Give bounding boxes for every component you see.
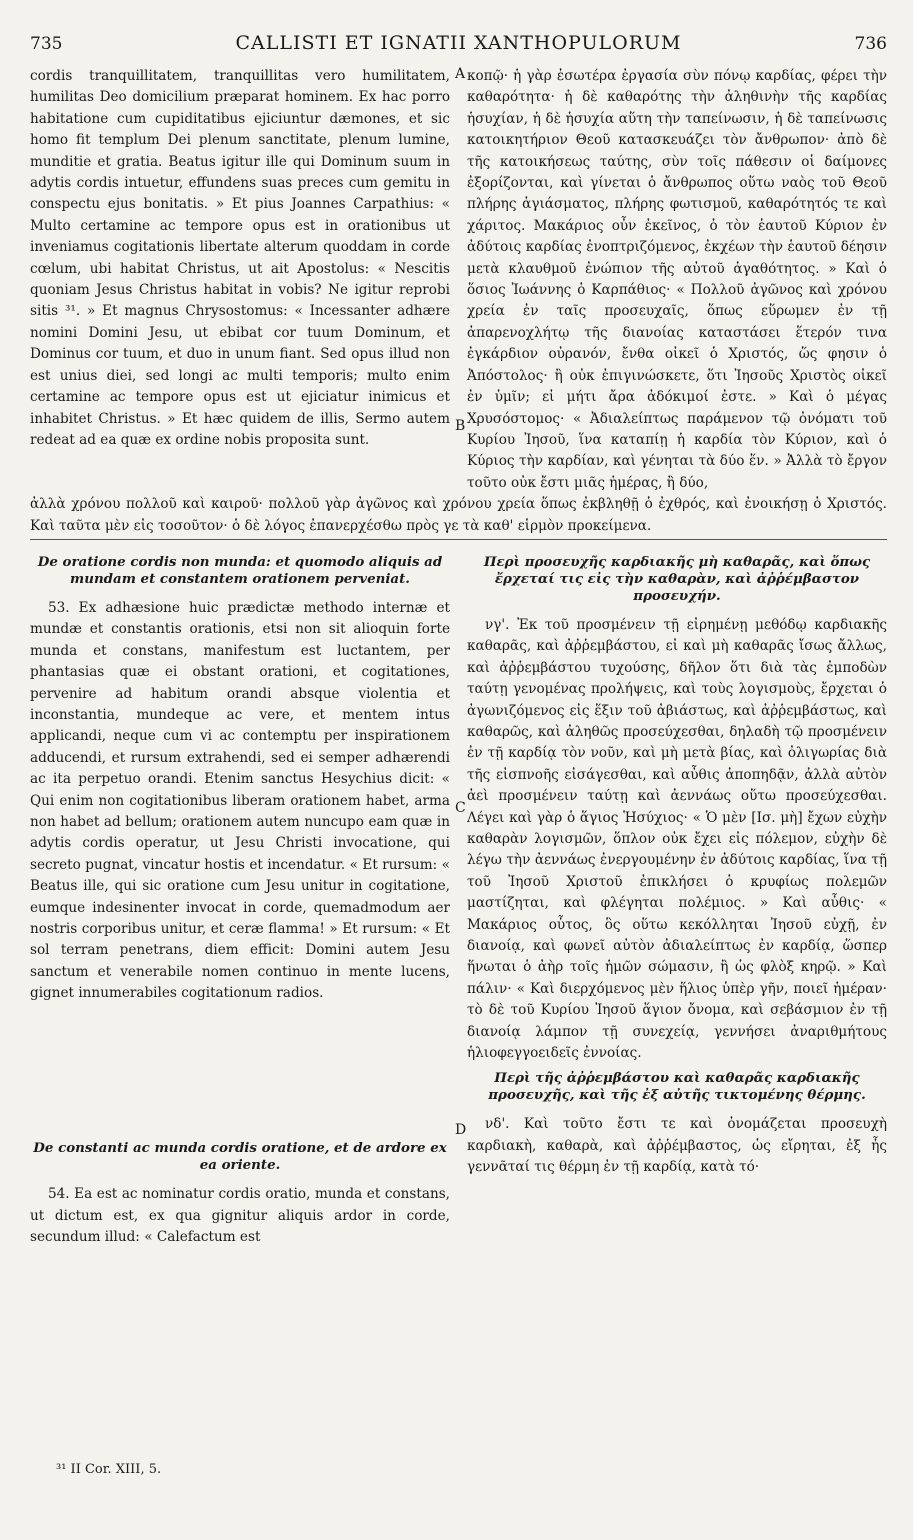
column-gap [30,1064,450,1134]
page-number-right: 736 [854,34,887,54]
greek-section-title-53: Περὶ προσευχῆς καρδιακῆς μὴ καθαρᾶς, καὶ ὅπως ἔρχεταί τις εἰς τὴν καθαρὰν, καὶ ἀῤῥέμβαστον προσευχήν. [483,553,871,604]
latin-column-block1 [30,66,450,494]
margin-letter-d: D [455,1122,467,1138]
greek-column-54 [467,1064,887,1248]
greek-text-block1: κοπῷ· ἡ γὰρ ἐσωτέρα ἐργασία σὺν πόνῳ καρδίας, φέρει τὴν καθαρότητα· ἡ δὲ καθαρότης τὴν ἀληθινὴν τῆς καρδίας ἡσυχίαν, ἡ δὲ ἡσυχία αὕτη τὴν ταπείνωσιν, ἡ δὲ ταπείνωσις κατοικητήριον Θεοῦ κατασκευάζει τὸν ἄνθρωπον· ἀπὸ δὲ τῆς κατοικήσεως ταύτης, σὺν τοῖς πάθεσιν οἱ δαίμονες ἐξορίζονται, καὶ γίνεται ὁ ἄνθρωπος οὕτω ναὸς τοῦ Θεοῦ πλήρης ἁγιάσματος, πλήρης φωτισμοῦ, καθαρότητός τε καὶ χάριτος. Μακάριος οὖν ἐκεῖνος, ὁ τὸν ἑαυτοῦ Κύριον ἐν ἀδύτοις καρδίας ἐνοπτριζόμενος, ἐκχέων τὴν ἑαυτοῦ δέησιν μετὰ κλαυθμοῦ ἐνώπιον τῆς αὐτοῦ ἀγαθότητος. » Καὶ ὁ ὅσιος Ἰωάννης ὁ Καρπάθιος· « Πολλοῦ ἀγῶνος καὶ χρόνου χρεία ἐν ταῖς προσευχαῖς, ὅπως εὕρωμεν ἐν τῇ ἀπαρενοχλήτῳ τῆς διανοίας καταστάσει ἕτερόν τινα ἐγκάρδιον οὐρανόν, ἔνθα οἰκεῖ ὁ Χριστός, ὥς φησιν ὁ Ἀπόστολος· ἢ οὐκ ἐπιγινώσκετε, ὅτι Ἰησοῦς Χριστὸς οἰκεῖ ἐν ὑμῖν; εἰ μήτι ἄρα ἀδόκιμοί ἐστε. » Καὶ ὁ μέγας Χρυσόστομος· « Ἀδιαλείπτως παράμενον τῷ ὀνόματι τοῦ Κυρίου Ἰησοῦ, ἵνα καταπίῃ ἡ καρδία τὸν Κύριον, καὶ ὁ Κύριος τὴν καρδίαν, καὶ γένηται τὰ δύο ἕν. » Ἀλλὰ τὸ ἔργον τοῦτο οὐκ ἔστι μιᾶς ἡμέρας, ἢ δύο, [467,68,887,491]
greek-spread-text: ἀλλὰ χρόνου πολλοῦ καὶ καιροῦ· πολλοῦ γὰρ ἀγῶνος καὶ χρόνου χρεία ὅπως ἐκβληθῇ ὁ ἐχθρός, καὶ ἐνοικήσῃ ὁ Χριστός. Καὶ ταῦτα μὲν εἰς τοσοῦτον· ὁ δὲ λόγος ἐπανερχέσθω πρὸς γε τὰ καθ' εἱρμὸν προκείμενα. [30,496,887,534]
latin-text-53: 53. Ex adhæsione huic prædictæ methodo internæ et mundæ et constantis orationis, etsi non sit alioquin forte munda et constans, manifestum est luctantem, per phantasias quæ ei obstant orationi, et cogitationes, pervenire ad habitum orandi absque violentia et inconstantia, mundeque ac vere, et mentem intus applicandi, neque cum vi ac contemptu per inspirationem adducendi, et rursum extrahendi, sed ei semper adhærendi ac ita perpetuo orandi. Etenim sanctus Hesychius dicit: « Qui enim non cogitationibus liberam orationem habet, arma non habet ad bellum; orationem autem nuncupo eam quæ in adytis cordis operatur, ut Jesu Christi invocatione, qui secreto pugnat, vincatur hostis et incendatur. « Et rursum: « Beatus ille, qui sic oratione cum Jesu unitur in cogitatione, eumque indesinenter invocat in corde, quemadmodum aer nostris corporibus unitur, et ceræ flamma! » Et rursum: « Et sol terram penetrans, diem efficit: Domini autem Jesu sanctum et venerabile nomen continuo in mente lucens, gignet innumerabiles cogitationum radios. [30,599,450,1002]
latin-column-54 [30,1064,450,1248]
margin-letter-a: A [455,66,466,82]
greek-section-title-54: Περὶ τῆς ἀῤῥεμβάστου καὶ καθαρᾶς καρδιακῆς προσευχῆς, καὶ τῆς ἐξ αὐτῆς τικτομένης θέρμης. [488,1070,866,1104]
margin-letter-c: C [455,800,466,816]
latin-section-title-53: De oratione cordis non munda: et quomodo aliquis ad mundam et constantem orationem perveniat. [37,553,443,587]
latin-text-block1: cordis tranquillitatem, tranquillitas vero humilitatem, humilitas Deo domicilium præparat hominem. Ex hac porro habitatione cum cupiditatibus ejiciuntur dæmones, et sic homo fit templum Dei plenum sanctitate, plenum lumine, munditie et gratia. Beatus igitur ille qui Dominum suum in adytis cordis intuetur, effundens suas preces cum gemitu in conspectu ejus bonitatis. » Et pius Joannes Carpathius: « Multo certamine ac tempore opus est in orationibus ut inveniamus cogitationis libertate alterum quoddam in corde cœlum, ubi habitat Christus, ut ait Apostolus: « Nescitis quoniam Jesus Christus habitat in vobis? Ne igitur reprobi sitis ³¹. » Et magnus Chrysostomus: « Incessanter adhære nomini Domini Jesu, ut ebibat cor tuum Dominum, et Dominus cor tuum, et duo in unum fiant. Sed opus illud non est unius diei, sed longi ac multi temporis; multo enim certamine ac tempore opus est ut ejiciatur inimicus et inhabitet Christus. » Et hæc quidem de illis, Sermo autem redeat ad ea quæ ex ordine nobis proposita sunt. [30,68,450,448]
latin-section-title-54: De constanti ac munda cordis oratione, et de ardore ex ea oriente. [33,1140,447,1174]
section-54 [30,1064,887,1248]
greek-text-54: νδ'. Καὶ τοῦτο ἔστι τε καὶ ὀνομάζεται προσευχὴ καρδιακὴ, καθαρὰ, καὶ ἀῤῥέμβαστος, ὡς εἴρηται, ἐξ ἧς γεννᾶταί τις θέρμη ἐν τῇ καρδίᾳ, κατὰ τό· [467,1116,887,1176]
divider-rule [30,539,887,540]
greek-text-53: νγ'. Ἐκ τοῦ προσμένειν τῇ εἰρημένῃ μεθόδῳ καρδιακῆς καθαρᾶς, καὶ ἀῤῥεμβάστου, εἰ καὶ μὴ καθαρᾶς ἴσως ἄλλως, καὶ ἀῤῥεμβάστου τυχούσης, δῆλον ὅτι διὰ τὰς ἐμποδὼν ταύτῃ γενομένας προλήψεις, καὶ τοὺς λογισμοὺς, ἔρχεται ὁ ἀγωνιζόμενος εἰς ἕξιν τοῦ ἀβιάστως, καὶ ἀῤῥεμβάστως, καὶ καθαρῶς, καὶ ἀληθῶς προσεύχεσθαι, δηλαδὴ τῷ προσμένειν ἐν τῇ καρδίᾳ τὸν νοῦν, καὶ μὴ μετὰ βίας, καὶ ὀλιγωρίας διὰ τῆς εἰσπνοῆς εἰσάγεσθαι, καὶ αὖθις ἀποπηδᾷν, ἀλλὰ αὐτὸν ἀεὶ προσμένειν ταύτῃ καὶ ἀεννάως οὕτω προσεύχεσθαι. Λέγει καὶ γὰρ ὁ ἅγιος Ἡσύχιος· « Ὁ μὲν [Ισ. μὴ] ἔχων εὐχὴν καθαρὰν λογισμῶν, ὅπλον οὐκ ἔχει εἰς πόλεμον, εὐχὴν δὲ λέγω τὴν ἀεννάως ἐνεργουμένην ἐν ἀδύτοις καρδίας, ἵνα τῇ τοῦ Ἰησοῦ Χριστοῦ ἐπικλήσει ὁ κρυφίως πολεμῶν μαστίζηται, καὶ φλέγηται πολέμιος. » Καὶ αὖθις· « Μακάριος οὗτος, ὃς οὕτω κεκόλληται Ἰησοῦ εὐχῇ, ἐν διανοίᾳ, καὶ φωνεῖ αὐτὸν ἀδιαλείπτως ἐν καρδίᾳ, ὥσπερ ἥνωται ὁ ἀὴρ τοῖς ἡμῶν σώμασιν, ἢ ὡς φλὸξ κηρῷ. » Καὶ πάλιν· « Καὶ διερχόμενος μὲν ἥλιος ὑπὲρ γῆν, ποιεῖ ἡμέραν· τὸ δὲ τοῦ Κυρίου Ἰησοῦ ἅγιον ὄνομα, καὶ σεβάσμιον ἐν τῇ διανοίᾳ λάμπον τῇ συνεχείᾳ, γεννήσει ἀναριθμήτους ἡλιοφεγγοειδεῖς ἐννοίας. [467,616,887,1062]
margin-letter-b: B [455,418,466,434]
latin-column-53 [30,548,450,1065]
running-header [30,30,887,66]
page-number-left: 735 [30,34,63,54]
footnote: ³¹ II Cor. XIII, 5. [56,1462,162,1477]
greek-column-53 [467,548,887,1065]
greek-column-block1 [467,66,887,494]
latin-text-54: 54. Ea est ac nominatur cordis oratio, munda et constans, ut dictum est, ex qua gignitur aliquis ardor in corde, secundum illud: « Calefactum est [30,1186,450,1246]
running-title: CALLISTI ET IGNATII XANTHOPULORUM [235,32,682,54]
